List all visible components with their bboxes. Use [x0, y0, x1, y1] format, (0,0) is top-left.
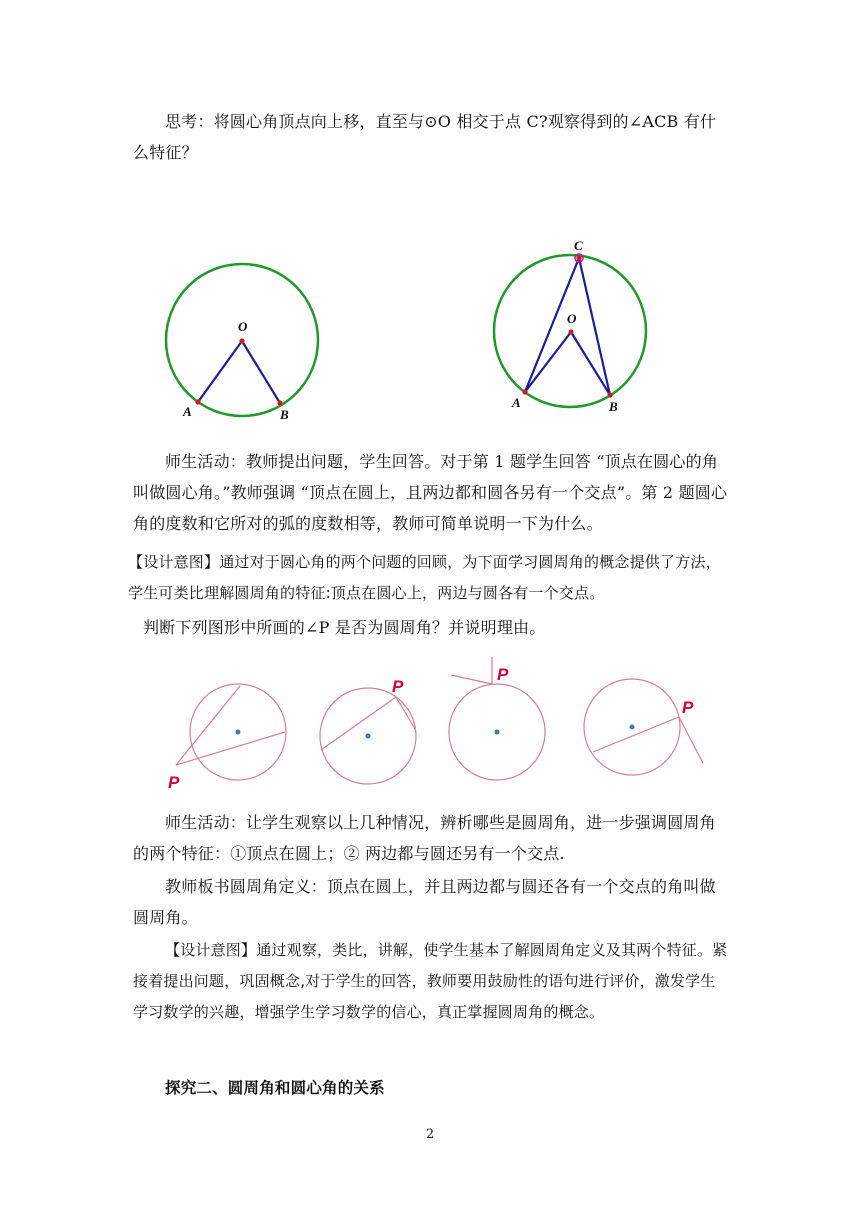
- point-c: [576, 255, 581, 260]
- point-o-right: [568, 329, 573, 334]
- label-b-right: B: [609, 399, 618, 414]
- angle-p-figures: [168, 657, 703, 792]
- segment-oa-right: [525, 332, 571, 392]
- case-4-center: [630, 725, 635, 730]
- case-1-side-1: [176, 686, 240, 765]
- angle-p-case-1: [168, 684, 286, 792]
- activity-paragraph-1: 师生活动：教师提出问题，学生回答。对于第 1 题学生回答 “顶点在圆心的角叫做圆心角。”教师强调 “顶点在圆上，且两边都和圆各另有一个交点”。第 2 题圆心角的度数和它所对的弧的度数相等，教师可简单说明一下为什么。: [133, 452, 728, 533]
- case-2-side-2: [396, 697, 415, 729]
- segment-oa: [198, 341, 242, 402]
- angle-p-case-4: [584, 679, 703, 775]
- case-1-center: [236, 730, 241, 735]
- point-a: [195, 399, 200, 404]
- think-paragraph: 思考：将圆心角顶点向上移，直至与⊙O 相交于点 C?观察得到的∠ACB 有什么特征？: [133, 112, 717, 162]
- label-b: B: [280, 407, 289, 422]
- point-o: [239, 338, 244, 343]
- judge-paragraph: 判断下列图形中所画的∠P 是否为圆周角？并说明理由。: [143, 618, 546, 637]
- point-a-right: [522, 389, 527, 394]
- case-2-side-1: [321, 697, 396, 750]
- page-number: 2: [425, 1127, 435, 1142]
- label-a: A: [183, 404, 192, 419]
- angle-p-case-3: [449, 657, 545, 780]
- label-c: C: [574, 238, 583, 253]
- definition-paragraph: 教师板书圆周角定义：顶点在圆上，并且两边都与圆还各有一个交点的角叫做圆周角。: [133, 877, 716, 927]
- segment-ob: [242, 341, 280, 403]
- case-3-p-label: P: [497, 665, 509, 684]
- design-intent-paragraph-2: 【设计意图】通过观察，类比，讲解，使学生基本了解圆周角定义及其两个特征。紧接着提出问题，巩固概念,对于学生的回答，教师要用鼓励性的语句进行评价，激发学生学习数学的兴趣，增强学生学习数学的信心，真正掌握圆周角的概念。: [133, 941, 728, 1021]
- label-a-right: A: [512, 395, 521, 410]
- point-b-right: [607, 392, 612, 397]
- case-2-center: [366, 734, 371, 739]
- label-o-right: O: [567, 311, 577, 326]
- segment-cb: [579, 258, 610, 395]
- case-4-side-1: [593, 717, 679, 752]
- point-b: [277, 400, 282, 405]
- central-angle-figure: [166, 264, 318, 422]
- case-4-side-2: [679, 717, 703, 763]
- activity-paragraph-2: 师生活动：让学生观察以上几种情况，辨析哪些是圆周角，进一步强调圆周角的两个特征：①顶点在圆上；② 两边都与圆还另有一个交点.: [133, 813, 716, 863]
- case-1-p-label: P: [168, 773, 180, 792]
- case-3-side-1: [451, 675, 492, 684]
- segment-ob-right: [571, 332, 610, 395]
- case-3-center: [495, 730, 500, 735]
- case-4-p-label: P: [682, 698, 694, 717]
- design-intent-paragraph-1: 【设计意图】通过对于圆心角的两个问题的回顾，为下面学习圆周角的概念提供了方法，学生可类比理解圆周角的特征:顶点在圆心上，两边与圆各有一个交点。: [128, 553, 721, 602]
- case-2-p-label: P: [392, 677, 404, 696]
- section-heading: 探究二、圆周角和圆心角的关系: [165, 1079, 385, 1097]
- inscribed-angle-figure: [494, 238, 646, 414]
- label-o: O: [238, 319, 248, 334]
- angle-p-case-2: [320, 677, 416, 784]
